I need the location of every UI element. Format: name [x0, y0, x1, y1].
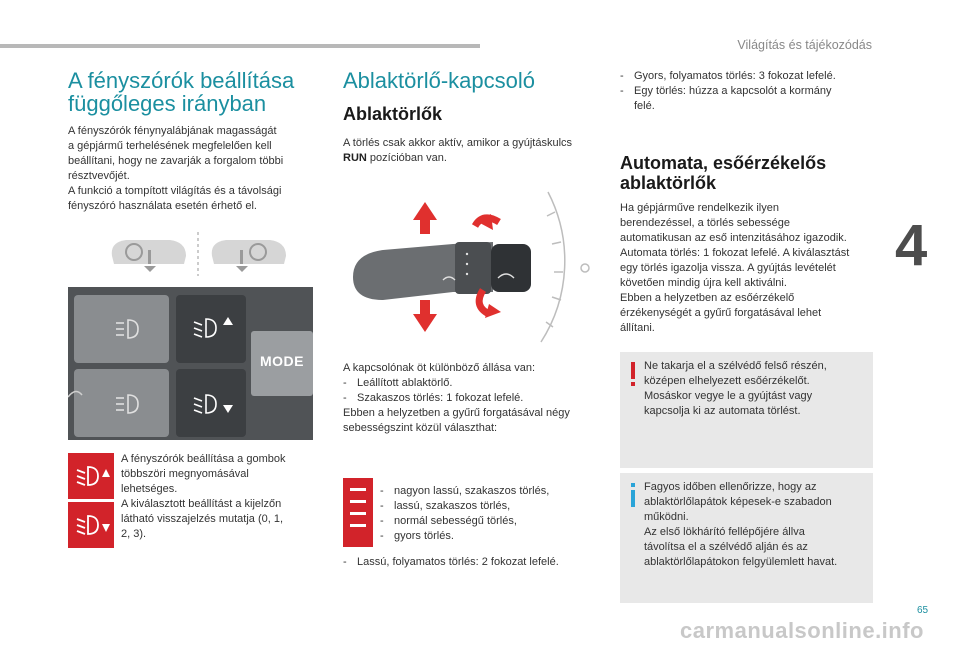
- car-level-illustration: [100, 228, 300, 278]
- auto-wiper-body: Ha gépjárműve rendelkezik ilyen berendezéssel, a törlés sebessége automatikusan az eső intenzitásához igazodik. Automata törlés: 1 fokozat lefelé. A kiválasztást egy törlés igazolja vissza. A gyújtás levételét követően mindig újra kell aktiválni. Ebben a helyzetben az esőérzékelő érzékenységét a gyűrű forgatásával lehet állítani.: [620, 202, 850, 334]
- info-icon: [628, 483, 638, 509]
- speed-item: - gyors törlés.: [380, 529, 600, 544]
- position-item: - Leállított ablaktörlő.: [343, 376, 603, 391]
- speed-item: - normál sebességű törlés,: [380, 514, 600, 529]
- mode-label: MODE: [260, 353, 304, 369]
- wiper-stalk-illustration: [343, 182, 603, 347]
- position-item: - Egy törlés: húzza a kapcsolót a kormány felé.: [620, 84, 875, 114]
- watermark: carmanualsonline.info: [680, 618, 924, 643]
- position-item: - Szakaszos törlés: 1 fokozat lefelé.: [343, 391, 603, 406]
- warning-icon: [628, 362, 638, 388]
- chapter-number: 4: [895, 213, 928, 278]
- speed-item: - nagyon lassú, szakaszos törlés,: [380, 484, 600, 499]
- headlamp-title: A fényszórók beállítása függőleges irányban: [68, 68, 295, 116]
- header-bar: [0, 44, 480, 48]
- position-item: - Gyors, folyamatos törlés: 3 fokozat lefelé.: [620, 69, 875, 84]
- headlamp-body: A fényszórók fénynyalábjának magasságát a gépjármű terhelésének megfelelően kell beállítani, hogy ne zavarják a forgalom többi résztvevőjét. A funkció a tompított világítás és a távolsági fényszóró használata esetén érhető el.: [68, 125, 284, 212]
- info-note: Fagyos időben ellenőrizze, hogy az ablaktörlőlapátok képesek-e szabadon működni. Az első lökhárító fellépőjére állva távolítsa el a szélvédő alján és az ablaktörlőlapátokon felgyülemlett havat.: [620, 473, 873, 603]
- wiper-positions: A kapcsolónak öt különböző állása van: - Leállított ablaktörlő. - Szakaszos törlés: 1 fokozat lefelé. Ebben a helyzetben a gyűrű forgatásával négy sebességszint közül választhat:: [343, 361, 603, 436]
- warning-note: Ne takarja el a szélvédő felső részén, középen elhelyezett esőérzékelőt. Mosáskor vegye le a gyújtást vagy kapcsolja ki az automata törlést.: [620, 352, 873, 468]
- section-title: Világítás és tájékozódás: [737, 38, 872, 52]
- page-number: 65: [917, 605, 929, 616]
- speed-list: [380, 484, 600, 544]
- speed-levels-icon: [343, 478, 373, 547]
- headlamp-note: A fényszórók beállítása a gombok többszöri megnyomásával lehetséges. A kiválasztott beállítást a kijelzőn látható visszajelzés mutatja (0, 1, 2, 3).: [121, 453, 286, 540]
- auto-wiper-title: Automata, esőérzékelős ablaktörlők: [620, 153, 827, 193]
- headlamp-up-icon: [68, 453, 114, 499]
- wipers-intro: A törlés csak akkor aktív, amikor a gyújtáskulcs RUN pozícióban van.: [343, 137, 573, 164]
- wipers-subtitle: Ablaktörlők: [343, 104, 443, 124]
- speed-item: - lassú, szakaszos törlés,: [380, 499, 600, 514]
- headlamp-down-icon: [68, 502, 114, 548]
- wiper-switch-title: Ablaktörlő-kapcsoló: [343, 68, 535, 93]
- slow-continuous: - Lassú, folyamatos törlés: 2 fokozat lefelé.: [343, 555, 603, 570]
- wiper-list-continued: [620, 69, 875, 114]
- headlamp-button-panel: [68, 287, 313, 440]
